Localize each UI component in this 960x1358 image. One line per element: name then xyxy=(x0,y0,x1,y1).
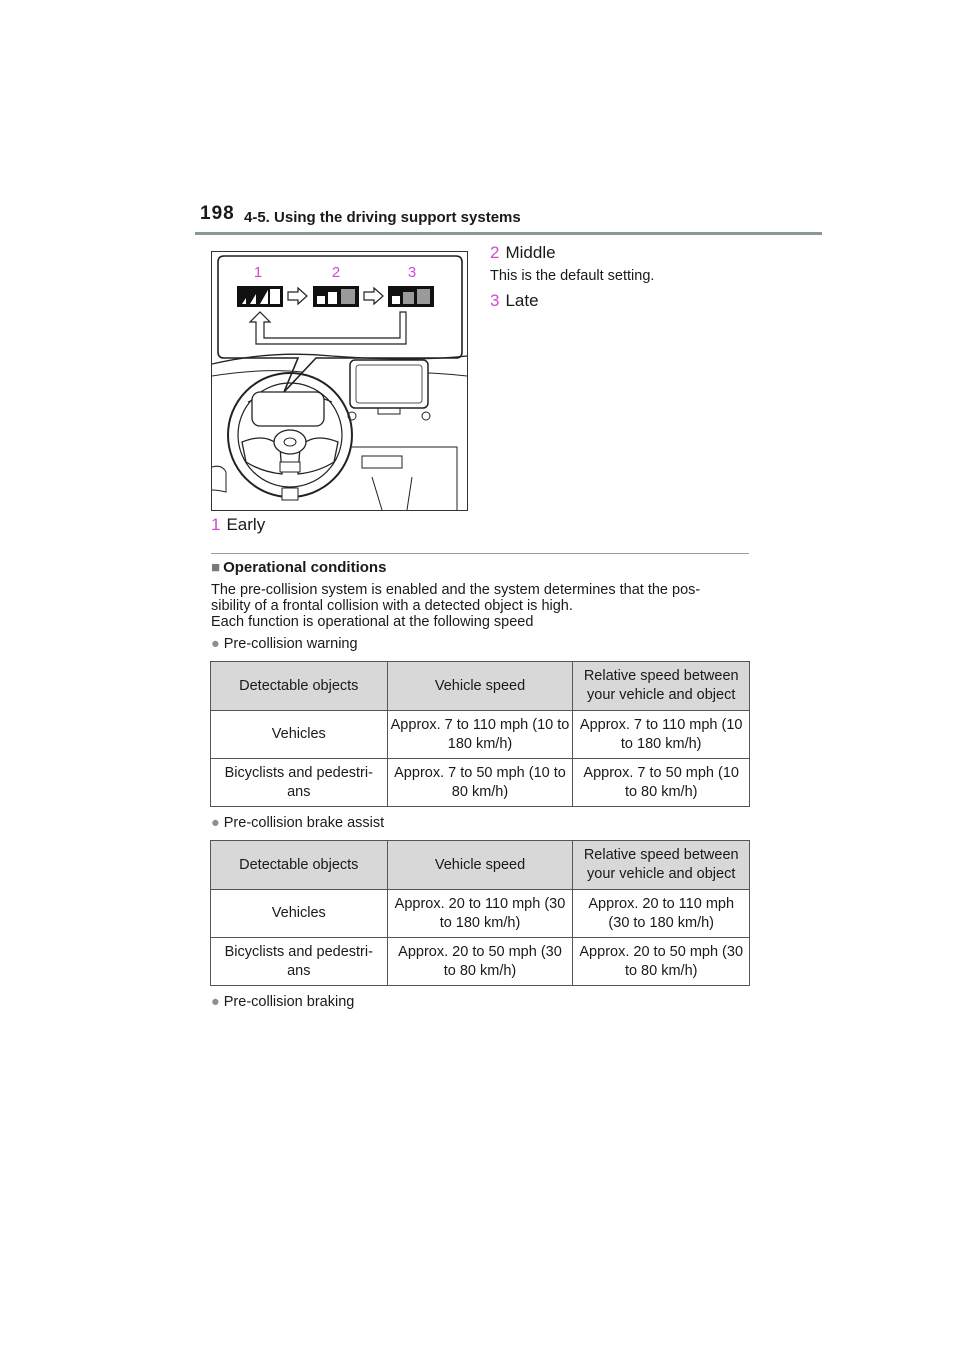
setting-number: 1 xyxy=(211,515,221,534)
warning-table xyxy=(210,661,750,807)
dashboard-illustration-icon xyxy=(212,252,467,510)
operational-paragraph xyxy=(211,582,751,630)
figure-label-3: 3 xyxy=(407,264,417,281)
figure-label-2: 2 xyxy=(331,264,341,281)
circle-bullet-icon: ● xyxy=(211,815,220,831)
table-cell: Vehicles xyxy=(211,711,388,759)
table-cell: Approx. 7 to 50 mph (10 to 80 km/h) xyxy=(573,759,750,807)
table-cell: Approx. 20 to 110 mph (30 to 180 km/h) xyxy=(573,890,750,938)
table-row xyxy=(211,890,750,938)
indicator-late xyxy=(388,286,434,307)
operational-heading xyxy=(211,559,386,576)
indicator-middle xyxy=(313,286,359,307)
table-cell: Approx. 7 to 50 mph (10 to 80 km/h) xyxy=(387,759,573,807)
setting-label: Late xyxy=(505,291,539,310)
setting-early xyxy=(211,515,265,535)
table-cell: Approx. 20 to 50 mph (30 to 80 km/h) xyxy=(387,938,573,986)
circle-bullet-icon: ● xyxy=(211,994,220,1010)
bullet-warning xyxy=(211,636,358,652)
bullet-warning-text: Pre-collision warning xyxy=(223,636,358,652)
bullet-brake-assist xyxy=(211,815,384,831)
table-header-cell: Relative speed between your vehicle and object xyxy=(573,662,750,711)
table-cell: Vehicles xyxy=(211,890,388,938)
table-cell: Approx. 7 to 110 mph (10 to 180 km/h) xyxy=(573,711,750,759)
setting-late xyxy=(490,291,539,311)
table-header-cell: Detectable objects xyxy=(211,662,388,711)
dashboard-figure xyxy=(211,251,468,511)
table-cell: Approx. 20 to 50 mph (30 to 80 km/h) xyxy=(573,938,750,986)
table-cell: Approx. 20 to 110 mph (30 to 180 km/h) xyxy=(387,890,573,938)
table-header-cell: Relative speed between your vehicle and object xyxy=(573,841,750,890)
bullet-brake-assist-text: Pre-collision brake assist xyxy=(223,815,385,831)
table-cell: Bicyclists and pedestri-ans xyxy=(211,938,388,986)
table-header-cell: Vehicle speed xyxy=(387,662,573,711)
figure-label-1: 1 xyxy=(253,264,263,281)
square-bullet-icon: ■ xyxy=(211,559,221,576)
brake-assist-table xyxy=(210,840,750,986)
setting-middle xyxy=(490,243,556,263)
table-row xyxy=(211,759,750,807)
bullet-braking xyxy=(211,994,354,1010)
bullet-braking-text: Pre-collision braking xyxy=(223,994,355,1010)
paragraph-line: sibility of a frontal collision with a detected object is high. xyxy=(211,598,573,614)
section-divider xyxy=(211,553,749,554)
operational-heading-text: Operational conditions xyxy=(223,559,387,576)
table-cell: Bicyclists and pedestri-ans xyxy=(211,759,388,807)
header-rule xyxy=(195,232,822,235)
indicator-early xyxy=(237,286,283,307)
table-cell: Approx. 7 to 110 mph (10 to 180 km/h) xyxy=(387,711,573,759)
circle-bullet-icon: ● xyxy=(211,636,220,652)
section-title: 4-5. Using the driving support systems xyxy=(244,209,521,226)
table-header-cell: Detectable objects xyxy=(211,841,388,890)
table-header-row xyxy=(211,662,750,711)
setting-label: Early xyxy=(226,515,266,534)
setting-middle-note: This is the default setting. xyxy=(490,268,655,284)
table-row xyxy=(211,711,750,759)
page-number: 198 xyxy=(200,203,235,224)
setting-number: 3 xyxy=(490,291,500,310)
table-header-cell: Vehicle speed xyxy=(387,841,573,890)
paragraph-line: The pre-collision system is enabled and the system determines that the pos- xyxy=(211,582,701,598)
table-header-row xyxy=(211,841,750,890)
paragraph-line: Each function is operational at the following speed xyxy=(211,614,534,630)
table-row xyxy=(211,938,750,986)
setting-number: 2 xyxy=(490,243,500,262)
setting-label: Middle xyxy=(505,243,556,262)
